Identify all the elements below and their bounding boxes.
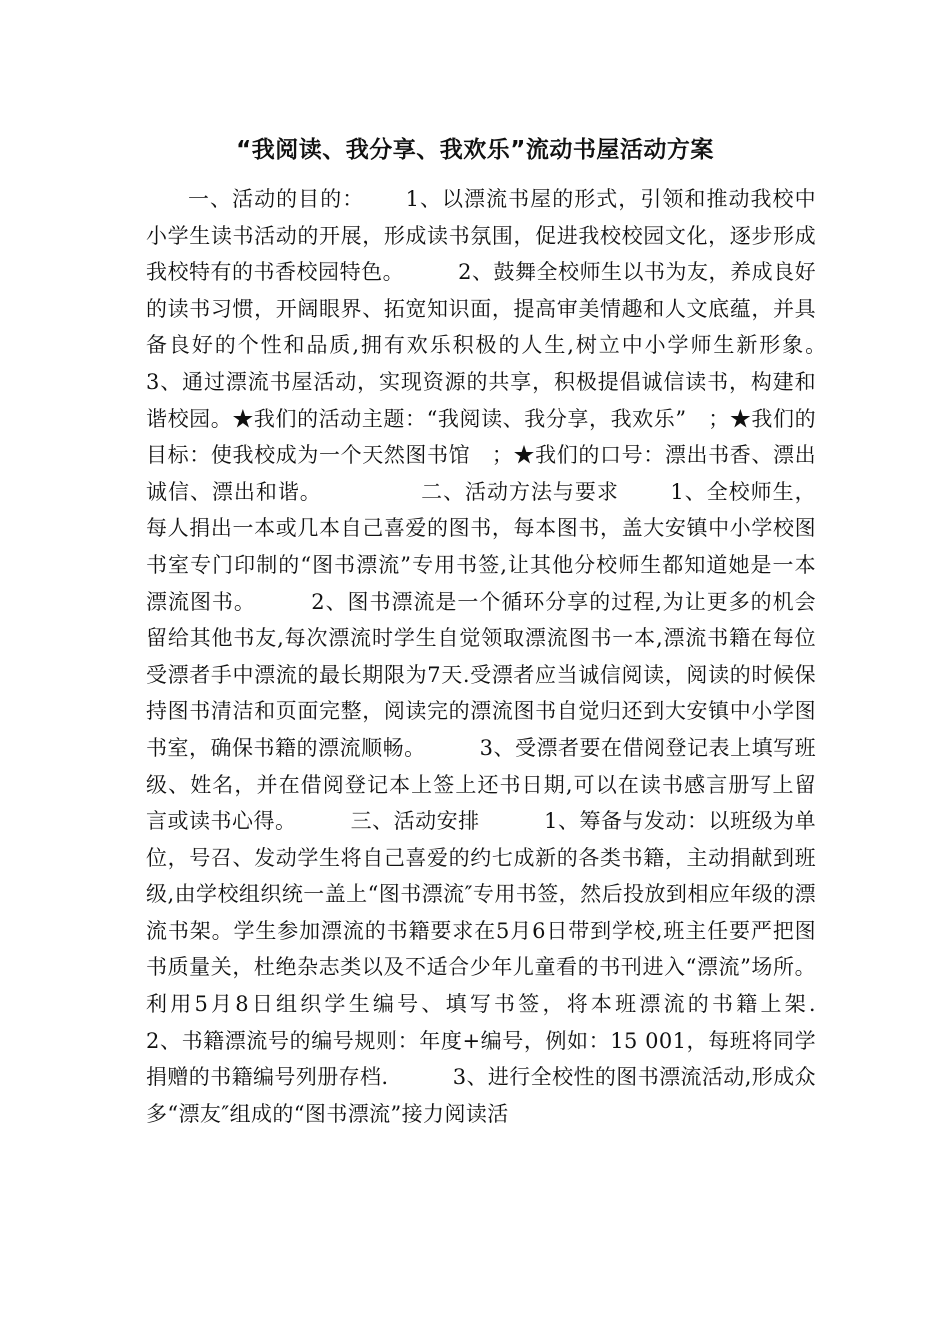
document-body: 一、活动的目的： 1、以漂流书屋的形式，引领和推动我校中小学生读书活动的开展，形成读书氛围，促进我校校园文化，逐步形成我校特有的书香校园特色。 2、鼓舞全校师生以书为友，养成良好的读书习惯，开阔眼界、拓宽知识面，提高审美情趣和人文底蕴，并具备良好的个性和品质,拥有欢乐积极的人生,树立中小学师生新形象。 3、通过漂流书屋活动，实现资源的共享，积极提倡诚信读书，构建和谐校园。★我们的活动主题：“我阅读、我分享，我欢乐” ；★我们的目标：使我校成为一个天然图书馆 ；★我们的口号：漂出书香、漂出诚信、漂出和谐。 二、活动方法与要求 1、全校师生，每人捐出一本或几本自己喜爱的图书，每本图书，盖大安镇中小学校图书室专门印制的“图书漂流”专用书签,让其他分校师生都知道她是一本漂流图书。 2、图书漂流是一个循环分享的过程,为让更多的机会留给其他书友,每次漂流时学生自觉领取漂流图书一本,漂流书籍在每位受漂者手中漂流的最长期限为7天.受漂者应当诚信阅读，阅读的时候保持图书清洁和页面完整，阅读完的漂流图书自觉归还到大安镇中小学图书室，确保书籍的漂流顺畅。 3、受漂者要在借阅登记表上填写班级、姓名，并在借阅登记本上签上还书日期,可以在读书感言册写上留言或读书心得。 三、活动安排 1、筹备与发动：以班级为单位，号召、发动学生将自己喜爱的约七成新的各类书籍，主动捐献到班级,由学校组织统一盖上“图书漂流″专用书签，然后投放到相应年级的漂流书架。学生参加漂流的书籍要求在5月6日带到学校,班主任要严把图书质量关，杜绝杂志类以及不适合少年儿童看的书刊进入“漂流”场所。利用5月8日组织学生编号、填写书签，将本班漂流的书籍上架. 2、书籍漂流号的编号规则：年度+编号，例如：15 001，每班将同学捐赠的书籍编号列册存档. 3、进行全校性的图书漂流活动,形成众多“漂友″组成的“图书漂流”接力阅读活 <box>146 187 881 1126</box>
document-title: “我阅读、我分享、我欢乐”流动书屋活动方案 <box>236 137 714 163</box>
